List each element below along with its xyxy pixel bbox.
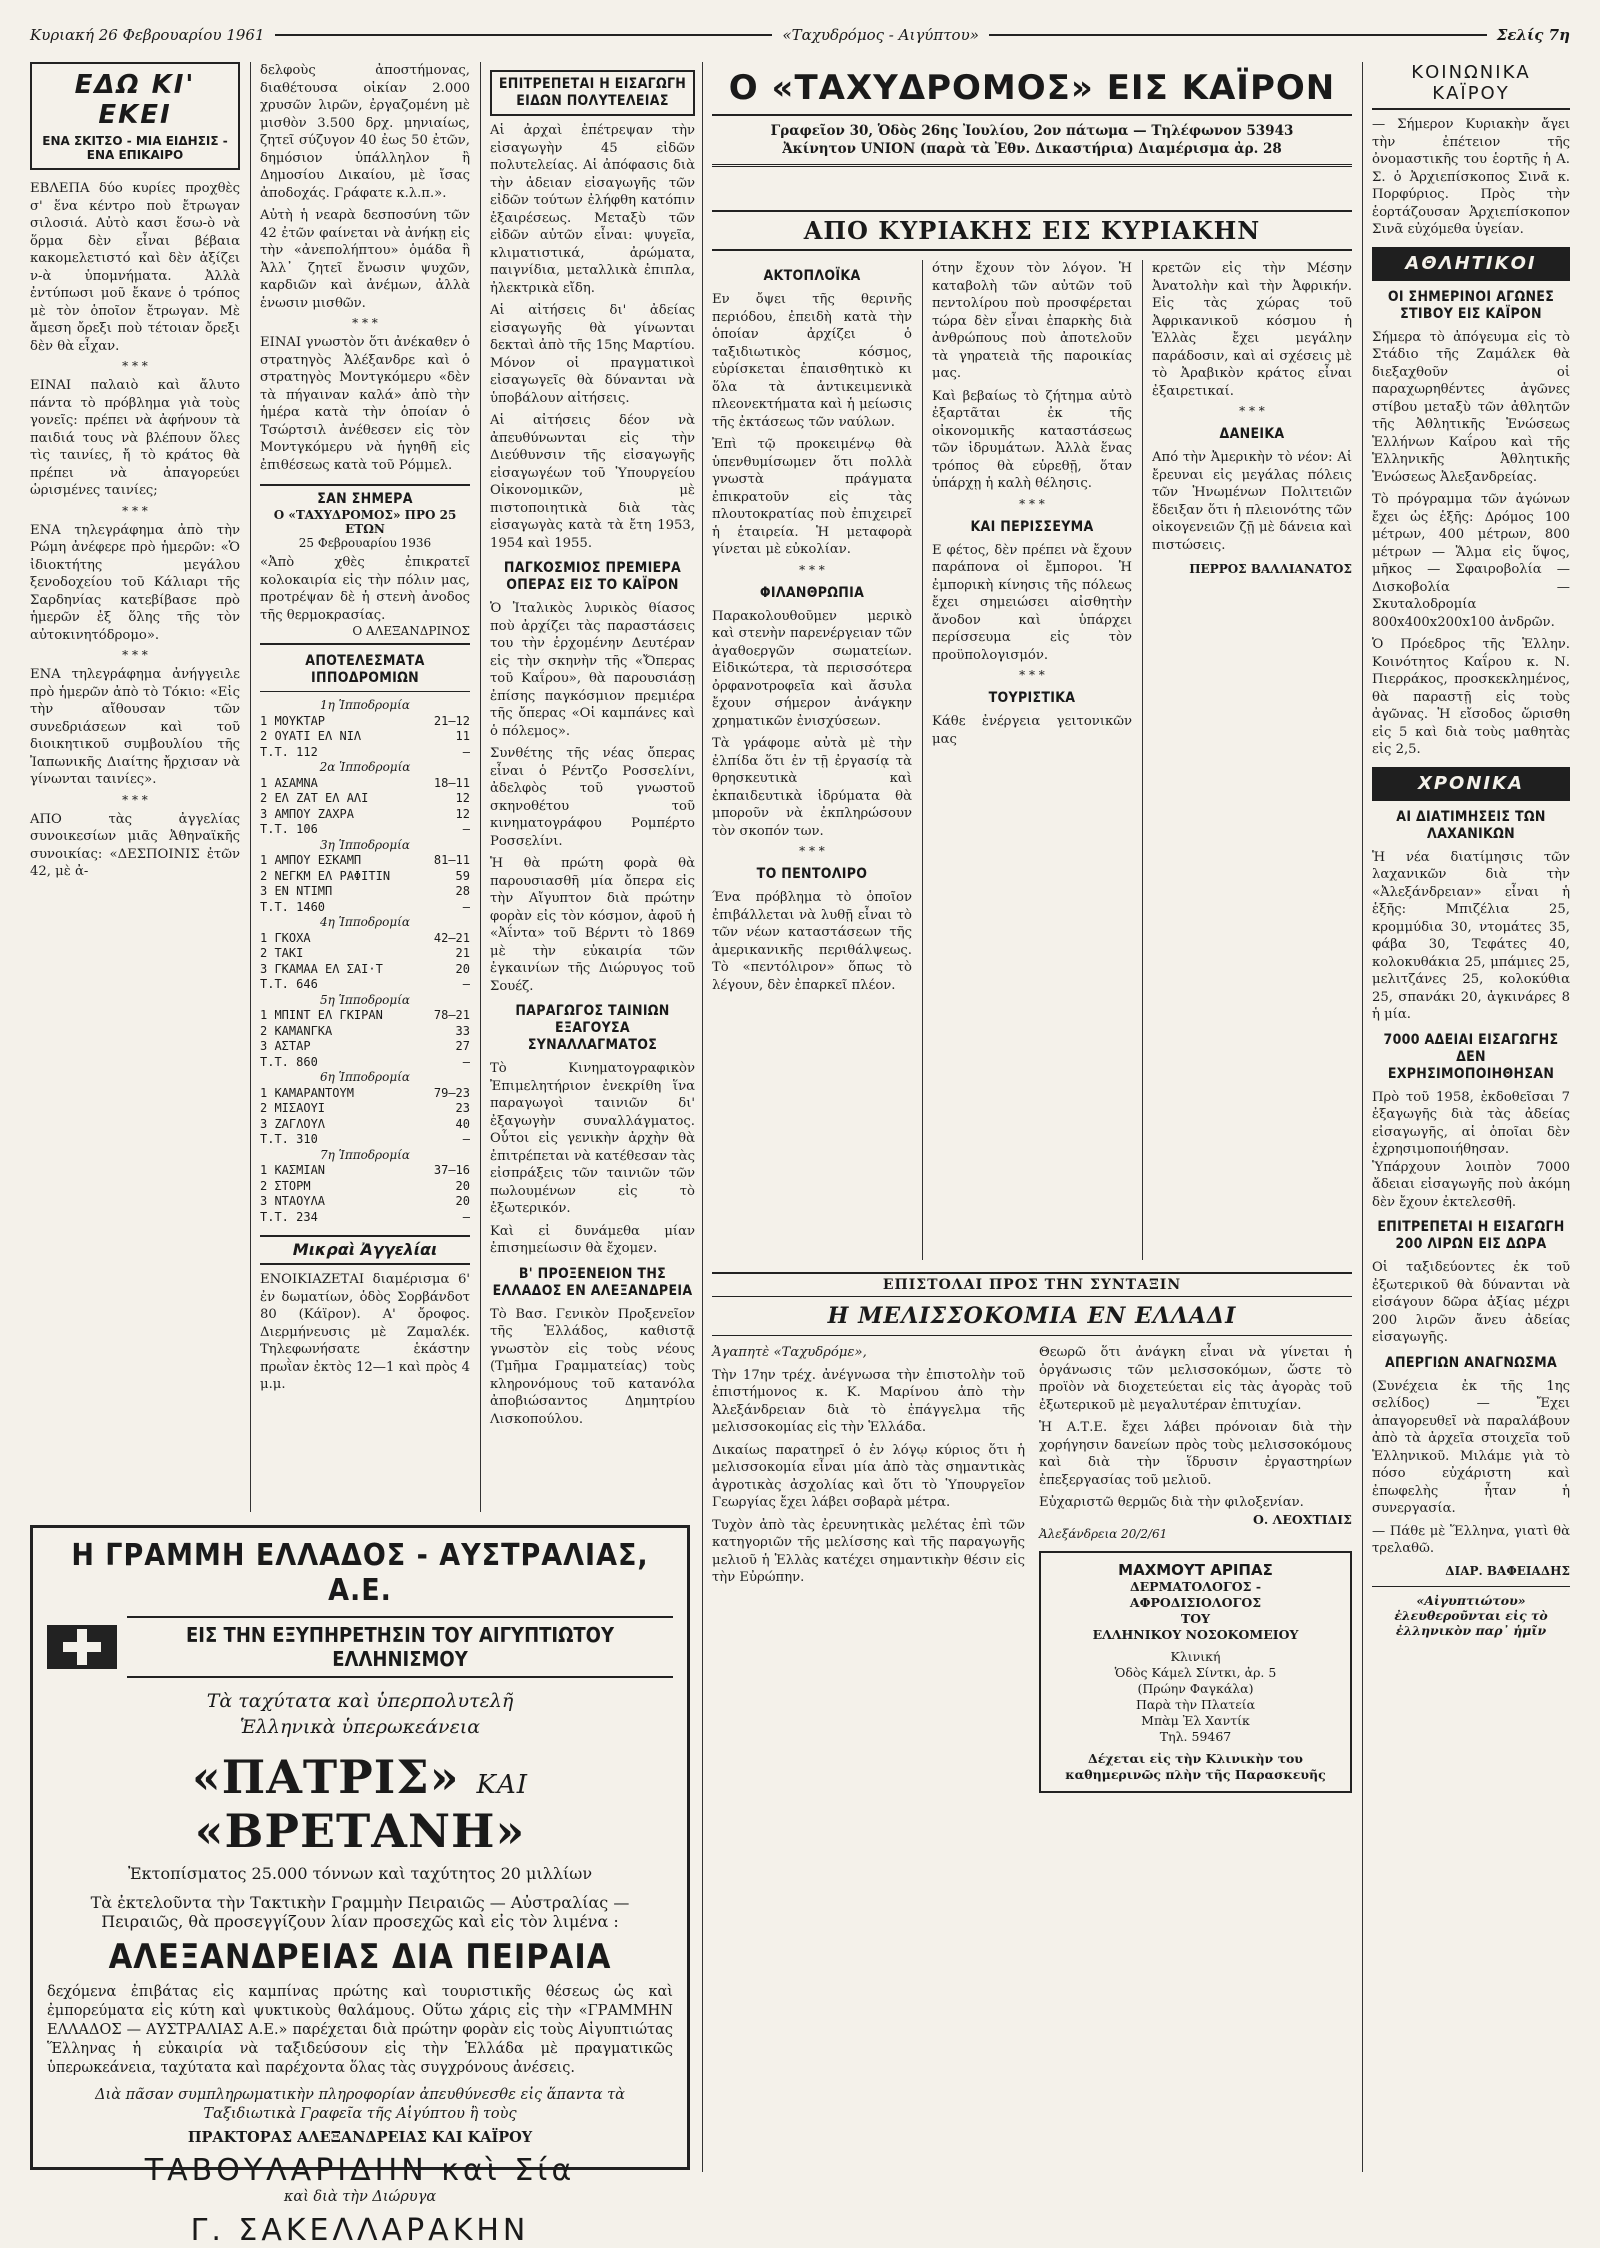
payout: — bbox=[462, 822, 470, 836]
col3-paragraph: Αἱ αἰτήσεις δέον νὰ ἀπευθύνωνται εἰς τὴν Διεύθυνσιν τῆς εἰσαγωγῆς εἰσαγωγέων τοῦ Ὑπουργείου Οἰκονομικῶν, μὲ πιστοποιητικὰ διὰ τὰς εἰσαγωγὰς κατὰ τὰ ἔτη 1953, 1954 καὶ 1955. bbox=[490, 413, 695, 551]
race-result-row bbox=[260, 884, 470, 900]
column-rule bbox=[702, 62, 703, 2172]
horse-name: 2 ΤΑΚΙ bbox=[260, 946, 304, 960]
letter-closing: Εὐχαριστῶ θερμῶς διὰ τὴν φιλοξενίαν. bbox=[1039, 1495, 1304, 1510]
horse-name: 3 ΖΑΓΛΟΥΛ bbox=[260, 1116, 326, 1131]
edo-title: ΕΔΩ ΚΙ' ΕΚΕΙ bbox=[74, 70, 196, 130]
letters-kicker: ΕΠΙΣΤΟΛΑΙ ΠΡΟΣ ΤΗΝ ΣΥΝΤΑΞΙΝ bbox=[712, 1272, 1352, 1297]
sports-banner: ΑΘΛΗΤΙΚΟΙ bbox=[1372, 247, 1570, 281]
vegetables-headline: ΑΙ ΔΙΑΤΙΜΗΣΕΙΣ ΤΩΝ ΛΑΧΑΝΙΚΩΝ bbox=[1396, 808, 1546, 842]
edo-paragraph: ΕΒΛΕΠΑ δύο κυρίες προχθὲς σ' ἕνα κέντρο ποὺ ἔτρωγαν σιλοσιά. Αὐτὸ κασι ἕσω-ὸ νὰ ὅρμα δὲν εἶναι βέβαια κακομελετιστό καὶ δὲν ἀξίζει ν-ὰ ὑπομνήματα. Ἀλλὰ ἐντύπωσι μοῦ ἔκανε ὁ τρόπος μὲ τὸν ὁποῖον ἔτρωγαν. Μὲ ἄμεση ὄρεξι ποὺ τέτοιαν ὄρεξι δὲν θὰ εἶχαν. bbox=[30, 181, 240, 354]
kyriaki-col-3 bbox=[1152, 260, 1352, 576]
ad-tagline: Ἑλληνικὰ ὑπερωκεάνεια bbox=[239, 1716, 481, 1738]
payout: 12 bbox=[455, 806, 470, 821]
kyriaki-paragraph: Ἐπὶ τῷ προκειμένῳ θὰ ὑπενθυμίσωμεν ὅτι πολλὰ γνωστὰ πράγματα ἐπικρατοῦν εἰς τὰς πλουτοκρατίας ποὺ ἐπιχειρεῖ ἡ ἑταιρεία. Ἡ μεταφορὰ γίνεται μὲ εὐκολίαν. bbox=[712, 437, 912, 557]
social-paragraph: Οἱ ταξιδεύοντες ἐκ τοῦ ἐξωτερικοῦ θὰ δύνανται νὰ εἰσάγουν δῶρα ἀξίας μέχρι 200 λιρῶν ἄνευ ἀδείας εἰσαγωγῆς. bbox=[1372, 1260, 1570, 1345]
social-paragraph: Πρὸ τοῦ 1958, ἐκδοθεῖσαι 7 ἐξαγωγῆς διὰ τὰς ἀδείας εἰσαγωγῆς, αἱ ὁποῖαι δὲν ἐχρησιμοποιήθησαν. Ὑπάρχουν λοιπὸν 7000 ἄδειαι εἰσαγωγῆς ποὺ ἀκόμη δὲν ἔχουν ἐκτελεσθῆ. bbox=[1372, 1089, 1570, 1210]
kyriaki-sign: ΠΕΡΡΟΣ ΒΑΛΛΙΑΝΑΤΟΣ bbox=[1189, 562, 1352, 576]
race-result-row bbox=[260, 714, 470, 730]
race-heading: 3η Ἱπποδρομία bbox=[320, 837, 410, 852]
payout: 20 bbox=[455, 1194, 470, 1208]
kyriaki-paragraph: Ένα πρόβλημα τὸ ὁποῖον ἐπιβάλλεται νὰ λυθῇ εἶναι τὸ τῶν νέων καταστάσεων τῆς ἀμερικανικῆς περιθάλψεως. Τὸ «πεντόλιρον» ὅπως τὸ λέγουν, δὲν ἐπαρκεῖ πλέον. bbox=[712, 890, 912, 993]
race-result-row bbox=[260, 946, 470, 962]
column-rule bbox=[250, 62, 251, 1512]
header-paper: «Ταχυδρόμος - Αιγύπτου» bbox=[782, 26, 979, 44]
horse-name: Τ.Τ. 646 bbox=[260, 977, 318, 991]
payout: — bbox=[462, 1209, 470, 1224]
race-result-row bbox=[260, 1179, 470, 1195]
doctor-address: (Πρώην Φαγκάλα) bbox=[1137, 1680, 1254, 1696]
social-paragraph: Ὁ Πρόεδρος τῆς Ἑλλην. Κοινότητος Καΐρου κ. Ν. Πιερράκος, προσκεκλημένος, θὰ παραστῇ εἰς τοὺς ἀγῶνας. Ἡ εἴσοδος ὥρισθη εἰς 5 καὶ διὰ τοὺς μαθητὰς εἰς 2,5. bbox=[1372, 637, 1570, 757]
payout: 20 bbox=[455, 961, 470, 976]
ship-name: «ΒΡΕΤΑΝΗ» bbox=[194, 1804, 526, 1858]
separator: * * * bbox=[1019, 668, 1045, 682]
race-result-row bbox=[260, 1101, 470, 1117]
race-results bbox=[260, 698, 470, 1225]
horse-name: Τ.Τ. 234 bbox=[260, 1209, 318, 1224]
anniversary-sub: Ο «ΤΑΧΥΔΡΟΜΟΣ» ΠΡΟ 25 ΕΤΩΝ bbox=[273, 508, 457, 536]
horse-name: 1 ΜΟΥΚΤΑΡ bbox=[260, 713, 326, 728]
kyriaki-paragraph: ότην ἔχουν τὸν λόγον. Ἡ καταβολὴ τῶν αὐτῶν τοῦ πεντολίρου ποὺ προσφέρεται τώρα δὲν εἶναι ἐπαρκὴς διὰ ἀνθρώπους ποὺ ἀποτελοῦν τὰ γηρατειὰ τῆς παροικίας μας. bbox=[932, 261, 1132, 381]
ad-agent: ΤΑΒΟΥΛΑΡΙΔΗΝ καὶ Σία bbox=[144, 2153, 576, 2188]
column-edo bbox=[30, 62, 240, 881]
doctor-address: Ὁδὸς Κάμελ Σίντκι, ἀρ. 5 bbox=[1114, 1664, 1277, 1680]
ad-agent: Γ. ΣΑΚΕΛΛΑΡΑΚΗΝ bbox=[190, 2213, 530, 2248]
col2-paragraph: ΕΙΝΑΙ γνωστὸν ὅτι ἀνέκαθεν ὁ στρατηγὸς Ἀλέξανδρε καὶ ὁ στρατηγὸς Μοντγκόμερυ «δὲν τὰ πήγαιναν καλά» ἀπὸ τὴν ἡμέρα κατὰ τὴν ὁποίαν ὁ Τσώρτσιλ ἀνέθεσεν εἰς τὸν Μοντγκόμερυ νὰ ἡγηθῆ εἰς ἐπιθέσεως κατὰ τοῦ Ρόμμελ. bbox=[260, 335, 470, 473]
col3-paragraph: Τὸ Κινηματογραφικὸν Ἐπιμελητήριον ἐνεκρίθη ἵνα παραγωγοὶ ταινιῶν δι' ἐξαγωγὴν συναλλάγματος. Οὗτοι εἰς γενικὴν ἀρχὴν θὰ ἐπιτρέπεται νὰ κατέθεσαν τὰς εἰσπράξεις τῶν ταινιῶν τῶν πωλουμένων εἰς τὸ ἐξωτερικόν. bbox=[490, 1061, 695, 1216]
payout: 18—11 bbox=[433, 775, 470, 790]
edo-paragraph: ΕΝΑ τηλεγράφημα ἀπὸ τὴν Ρώμη ἀνέφερε πρὸ ἡμερῶν: «Ὁ ἰδιοκτήτης μεγάλου ξενοδοχείου τοῦ Κάλιαρι τῆς Σαρδηνίας κατεβίβασε πρὸ ἡμερῶν ἐξ ὅλης τῆς τὸν αὐτοκινητόδρομο». bbox=[30, 522, 240, 643]
horse-name: 2 ΣΤΟΡΜ bbox=[260, 1178, 311, 1193]
payout: 11 bbox=[455, 729, 470, 743]
payout: — bbox=[462, 1132, 470, 1146]
race-result-row bbox=[260, 1024, 470, 1040]
race-result-row bbox=[260, 745, 470, 761]
horse-name: 1 ΑΜΠΟΥ ΕΣΚΑΜΠ bbox=[260, 853, 362, 867]
kyriaki-title: ΑΠΟ ΚΥΡΙΑΚΗΣ ΕΙΣ ΚΥΡΙΑΚΗΝ bbox=[712, 210, 1352, 251]
race-result-row bbox=[260, 931, 470, 947]
kyriaki-col-1 bbox=[712, 260, 912, 994]
race-heading: 7η Ἱπποδρομία bbox=[320, 1147, 410, 1162]
separator: * * * bbox=[122, 648, 148, 662]
race-result-row bbox=[260, 1055, 470, 1071]
doctor-note: Δέχεται εἰς τὴν Κλινικὴν του καθημερινῶς πλὴν τῆς Παρασκευῆς bbox=[1065, 1750, 1326, 1782]
doctor-name: ΜΑΧΜΟΥΤ ΑΡΙΠΑΣ bbox=[1118, 1560, 1273, 1579]
payout: 28 bbox=[455, 884, 470, 898]
race-result-row bbox=[260, 776, 470, 792]
horse-name: 1 ΑΣΑΜΝΑ bbox=[260, 775, 318, 790]
social-paragraph: Ἡ νέα διατίμησις τῶν λαχανικῶν διὰ τὴν «Ἀλεξάνδρειαν» εἶναι ἡ ἑξῆς: Μπιζέλια 25, κρομμύδια 30, ντομάτες 35, φάβα 30, Τεφάτες 40, κολοκυθάκια 25, μπάμιες 25, μελιτζάνες 25, κολοκύθια 25, σπανάκι 20, ἀγκινάρες 8 ἡ μία. bbox=[1372, 849, 1570, 1022]
column-two bbox=[260, 62, 470, 1394]
separator: * * * bbox=[799, 844, 825, 858]
race-result-row bbox=[260, 791, 470, 807]
social-paragraph: (Συνέχεια ἐκ τῆς 1ης σελίδος) — Ἔχει ἀπαγορευθεῖ νὰ παραλάβουν ἀπὸ τὰ ἀρχεῖα στοιχεῖα τοῦ Ἑλληνικοῦ. Μιλάμε γιὰ τὸ πόσο εὐχάριστη καὶ ἐπωφελὴς ἦταν ἡ συνεργασία. bbox=[1372, 1378, 1570, 1516]
doctor-address: Μπὰμ Ἐλ Χαντίκ bbox=[1141, 1712, 1250, 1728]
horse-name: 3 ΑΣΤΑΡ bbox=[260, 1039, 311, 1053]
anniversary-text: «Ἀπὸ χθὲς ἐπικρατεῖ κολοκαιρία εἰς τὴν πόλιν μας, προτρέψαν δὲ ἡ στενὴ ἀνοδος τῆς θερμοκρασίας. bbox=[260, 555, 470, 623]
doctor-tel: Τηλ. 59467 bbox=[1159, 1728, 1232, 1744]
horse-name: 2 ΜΙΣΑΟΥΙ bbox=[260, 1101, 326, 1115]
race-heading: 4η Ἱπποδρομία bbox=[320, 915, 410, 929]
chronika-banner: ΧΡΟΝΙΚΑ bbox=[1372, 767, 1570, 801]
kyriaki-paragraph: Τὰ γράφομε αὐτὰ μὲ τὴν ἐλπίδα ὅτι ἐν τῇ ἐργασίᾳ τὰ θρησκευτικὰ καὶ ἐκπαιδευτικὰ ἱδρύματα θὰ μποροῦν νὰ ἐκπληρώσουν τὸν σκοπόν των. bbox=[712, 736, 912, 839]
doctor-spec: ΕΛΛΗΝΙΚΟΥ ΝΟΣΟΚΟΜΕΙΟΥ bbox=[1092, 1626, 1299, 1642]
letters-section bbox=[712, 1272, 1352, 1793]
separator: * * * bbox=[352, 316, 378, 330]
payout: 27 bbox=[455, 1039, 470, 1053]
edo-heading bbox=[30, 62, 240, 170]
doctor-clinic: Κλινική bbox=[1170, 1648, 1221, 1664]
social-paragraph: — Σήμερον Κυριακὴν ἄγει τὴν ἐπέτειον τῆς ὀνομαστικῆς του ἑορτῆς ἡ Α. Σ. ὁ Ἀρχιεπίσκοπος Σινᾶ κ. Πορφύριος. Πρὸς τὴν ἑορτάζουσαν Ἀρχιεπίσκοπον Σινᾶ εὐχόμεθα ὑγείαν. bbox=[1372, 117, 1570, 237]
doctor-spec: ΑΦΡΟΔΙΣΙΟΛΟΓΟΣ bbox=[1129, 1594, 1262, 1610]
col3-paragraph: Συνθέτης τῆς νέας ὄπερας εἶναι ὁ Ρέντζο Ροσσελίνι, ἀδελφὸς τοῦ γνωστοῦ σκηνοθέτου τοῦ κινηματογράφου Ρομπέρτο Ροσσελίνι. bbox=[490, 746, 695, 849]
race-result-row bbox=[260, 1132, 470, 1148]
kyriaki-col-2 bbox=[932, 260, 1132, 748]
race-result-row bbox=[260, 1210, 470, 1226]
race-result-row bbox=[260, 807, 470, 823]
col2-paragraph: Αὐτὴ ἡ νεαρὰ δεσποσύνη τῶν 42 ἐτῶν φαίνεται νὰ ἀνήκῃ εἰς τὴν «ἀνεπολήπτου» ὁμάδα ἢ Ἀλλ᾿ ζητεῖ ἔνωσιν ψυχῶν, καρδιῶν καὶ ἀνέμων, ἀλλὰ ἑνωσιν μισθῶν. bbox=[260, 208, 470, 311]
letter-salutation: Ἀγαπητὲ «Ταχυδρόμε», bbox=[712, 1345, 867, 1360]
race-result-row bbox=[260, 729, 470, 745]
edo-paragraph: ΕΝΑ τηλεγράφημα ἀνήγγειλε πρὸ ἡμερῶν ἀπὸ τὸ Τόκιο: «Εἰς τὴν αἴθουσαν τῶν συνεδριάσεων καὶ τοῦ διοικητικοῦ συμβουλίου τῆς Ἰαπωνικῆς Διαίτης ἤρχισαν νὰ γίνωνται ταινίες». bbox=[30, 667, 240, 787]
race-result-row bbox=[260, 1163, 470, 1179]
horse-name: 1 ΚΑΣΜΙΑΝ bbox=[260, 1163, 326, 1177]
anniversary-title: ΣΑΝ ΣΗΜΕΡΑ bbox=[317, 491, 413, 507]
col2-paragraph: δελφοὺς ἀποστήμονας, διαθέτουσα οἰκίαν 2.000 χρυσῶν λιρῶν, ἐργαζομένη μὲ μισθὸν 3.500 δρχ. μηνιαίως, ζητεῖ σύζυγον 40 ἐως 50 ἐτῶν, δημόσιον ὑπάλληλον ἢ Δημοσίου Δικαίου, μὲ ἴσας ἀποδοχάς. Γράφατε κ.λ.π.». bbox=[260, 63, 470, 201]
horse-name: 1 ΓΚΟΧΑ bbox=[260, 930, 311, 945]
race-result-row bbox=[260, 962, 470, 978]
col3-paragraph: Ὁ Ἰταλικὸς λυρικὸς θίασος ποὺ ἀρχίζει τὰς παραστάσεις του τὴν ἐρχομένην Δευτέραν εἰς τὴν σκηνὴν τῆς «Ὄπερας τοῦ Καΐρου», θὰ παρουσιάσῃ ἐπίσης παγκόσμιον πρεμιέρα τῆς ὄπερας «Οἱ καμπάνες καὶ ὁ πόλεμος». bbox=[490, 601, 695, 739]
payout: 12 bbox=[455, 791, 470, 805]
letters-col-1 bbox=[712, 1344, 1025, 1793]
sports-headline: ΟΙ ΣΗΜΕΡΙΝΟΙ ΑΓΩΝΕΣ ΣΤΙΒΟΥ ΕΙΣ ΚΑΪΡΟΝ bbox=[1387, 288, 1555, 322]
letter-paragraph: Τυχὸν ἀπὸ τὰς ἐρευνητικὰς μελέτας ἐπὶ τῶν κατηγοριῶν τῆς μελίσσης καὶ τῆς παραγωγῆς μελιοῦ ἡ Ἑλλὰς κατέχει σημαντικὴν θέσιν εἰς τὴν Εὐρώπην. bbox=[712, 1517, 1025, 1585]
doctor-spec: ΔΕΡΜΑΤΟΛΟΓΟΣ - bbox=[1129, 1578, 1262, 1594]
anniversary-sign: Ο ΑΛΕΞΑΝΔΡΙΝΟΣ bbox=[352, 624, 470, 638]
masthead-address bbox=[712, 116, 1352, 164]
horse-name: 1 ΜΠΙΝΤ ΕΛ ΓΚΙΡΑΝ bbox=[260, 1008, 383, 1022]
horse-name: 2 ΕΛ ΖΑΤ ΕΛ ΑΛΙ bbox=[260, 791, 369, 805]
payout: 40 bbox=[455, 1116, 470, 1131]
kyriaki-paragraph: Καὶ βεβαίως τὸ ζήτημα αὐτὸ ἐξαρτᾶται ἐκ τῆς οἰκονομικῆς καταστάσεως τῶν ἱδρυμάτων. Ἀλλὰ ἕνας τρόπος θὰ εὑρεθῇ, ὅταν ὑπάρχῃ ἡ καλὴ θέλησις. bbox=[932, 388, 1132, 491]
letter-paragraph: Ἡ Α.Τ.Ε. ἔχει λάβει πρόνοιαν διὰ τὴν χορήγησιν δανείων πρὸς τοὺς μελισσοκόμους καὶ διὰ τὴν ἵδρυσιν ἐργαστηρίων ἐπεξεργασίας τοῦ μελιοῦ. bbox=[1039, 1420, 1352, 1488]
header-date: Κυριακή 26 Φεβρουαρίου 1961 bbox=[30, 26, 265, 44]
doctor-spec: ΤΟΥ bbox=[1180, 1610, 1211, 1626]
horse-name: 2 ΚΑΜΑΝΓΚΑ bbox=[260, 1023, 333, 1038]
col3-paragraph: Αἱ αἰτήσεις δι' ἀδείας εἰσαγωγῆς θὰ γίνωνται δεκταὶ ἀπὸ τῆς 15ης Μαρτίου. Μόνον οἱ πραγματικοὶ εἰσαγωγεῖς θὰ δύνανται νὰ ὑποβάλουν αἰτήσεις. bbox=[490, 303, 695, 406]
payout: 42—21 bbox=[433, 930, 470, 945]
ad-flag-row bbox=[47, 1616, 673, 1678]
opera-headline: ΠΑΓΚΟΣΜΙΟΣ ΠΡΕΜΙΕΡΑ ΟΠΕΡΑΣ ΕΙΣ ΤΟ ΚΑΪΡΟΝ bbox=[503, 560, 682, 593]
ad-route: ΑΛΕΞΑΝΔΡΕΙΑΣ ΔΙΑ ΠΕΙΡΑΙΑ bbox=[108, 1937, 612, 1977]
section-tourist: ΤΟΥΡΙΣΤΙΚΑ bbox=[988, 690, 1076, 706]
greek-flag-icon bbox=[47, 1625, 117, 1669]
race-heading: 5η Ἱπποδρομία bbox=[320, 992, 410, 1007]
section-filanthropia: ΦΙΛΑΝΘΡΩΠΙΑ bbox=[759, 584, 865, 601]
race-result-row bbox=[260, 853, 470, 869]
ship-and: ΚΑΙ bbox=[476, 1770, 528, 1800]
payout: 78—21 bbox=[433, 1008, 470, 1022]
letter-paragraph: Θεωρῶ ὅτι ἀνάγκη εἶναι νὰ γίνεται ἡ ὀργάνωσις τῶν μελισσοκόμων, ὥστε τὸ προϊὸν νὰ διοχετεύεται εἰς τὰς ἀγορὰς τοῦ ἐξωτερικοῦ μὲ μεγαλυτέραν ἐπιτυχίαν. bbox=[1039, 1345, 1352, 1413]
payout: 23 bbox=[455, 1101, 470, 1115]
col3-paragraph: Τὸ Βασ. Γενικὸν Προξενεῖον τῆς Ἑλλάδος, καθιστᾷ γνωστὸν εἰς τοὺς νέους (Τμῆμα Γραμματείας) τοὺς κληρονόμους τοῦ κατανόλα ἀποβιώσαντος Δημητρίου Λισκοπούλου. bbox=[490, 1306, 695, 1427]
race-result-row bbox=[260, 1194, 470, 1210]
letter-paragraph: Τὴν 17ην τρέχ. ἀνέγνωσα τὴν ἐπιστολὴν τοῦ ἐπιστήμονος κ. Κ. Μαρίνου ἀπὸ τὴν Ἀλεξάνδρειαν διὰ τὸ ἐπάγγελμα τῆς μελισσοκομίας εἰς τὴν Ἑλλάδα. bbox=[712, 1367, 1025, 1435]
section-akto: ΑΚΤΟΠΛΟΪΚΑ bbox=[763, 268, 861, 284]
payout: — bbox=[462, 1054, 470, 1069]
letter-sign-addr: Ἀλεξάνδρεια 20/2/61 bbox=[1039, 1526, 1168, 1541]
kyriaki-paragraph: Ε φέτος, δὲν πρέπει νὰ ἔχουν παράπονα οἱ ἔμποροι. Ἡ ἐμπορικὴ κίνησις τῆς πόλεως ἔχει σημειώσει αἰσθητὴν ἄνοδον καὶ ὑπάρχει περίσσευμα εἰς τὸν προϋπολογισμόν. bbox=[932, 542, 1132, 663]
column-rule bbox=[922, 260, 923, 1260]
social-paragraph: Σήμερα τὸ ἀπόγευμα εἰς τὸ Στάδιο τῆς Ζαμάλεκ θὰ διεξαχθοῦν οἱ παραχωρηθέντες ἀγῶνες στίβου μεταξὺ τῶν ἀθλητῶν τῆς Ἀθλητικῆς Ἑνώσεως Ἑλλήνων Καΐρου καὶ τῆς Ἑλληνικῆς Ἀθλητικῆς Ἑνώσεως Ἀλεξανδρείας. bbox=[1372, 329, 1570, 485]
payout: 21—12 bbox=[433, 713, 470, 728]
shipping-ad bbox=[30, 1525, 690, 2248]
payout: — bbox=[462, 744, 470, 759]
ad-title: Η ΓΡΑΜΜΗ ΕΛΛΑΔΟΣ - ΑΥΣΤΡΑΛΙΑΣ, Α.Ε. bbox=[71, 1538, 649, 1608]
letter-sign: Ο. ΛΕΟΧΤΙΔΙΣ bbox=[1253, 1511, 1352, 1527]
ad-info: Διὰ πᾶσαν συμπληρωματικὴν πληροφορίαν ἀπευθύνεσθε εἰς ἅπαντα τὰ Ταξιδιωτικὰ Γραφεῖα τῆς Αἰγύπτου ἢ τοὺς bbox=[95, 2087, 625, 2122]
col3-paragraph: Ἡ θὰ πρώτη φορὰ θὰ παρουσιασθῆ μία ὄπερα εἰς τὴν Αἴγυπτον διὰ πρώτην φορὰν εἰς τὸν κόσμον, ἀφοῦ ἡ «Ἀΐντα» τοῦ Βέρντι τὸ 1869 μὲ τὴν εὐκαιρία τῶν ἐγκαινίων τῆς Διώρυγος τοῦ Σουέζ. bbox=[490, 856, 695, 994]
section-pentoliro: ΤΟ ΠΕΝΤΟΛΙΡΟ bbox=[756, 866, 868, 882]
separator: * * * bbox=[122, 359, 148, 373]
letters-title: Η ΜΕΛΙΣΣΟΚΟΜΙΑ ΕΝ ΕΛΛΑΔΙ bbox=[712, 1297, 1352, 1336]
race-result-row bbox=[260, 869, 470, 885]
consulate-headline: Β' ΠΡΟΞΕΝΕΙΟΝ ΤΗΣ ΕΛΛΑΔΟΣ ΕΝ ΑΛΕΞΑΝΔΡΕΙΑ bbox=[492, 1265, 693, 1299]
ad-agent-mid: καὶ διὰ τὴν Διώρυγα bbox=[283, 2189, 437, 2205]
address-line: Ἀκίνητον UNION (παρὰ τὰ Ἐθν. Δικαστήρια) Διαμέρισμα ἀρ. 28 bbox=[782, 141, 1282, 157]
payout: 59 bbox=[455, 868, 470, 883]
classifieds-text: ΕΝΟΙΚΙΑΖΕΤΑΙ διαμέρισμα 6' ἐν δωματίων, ὁδὸς Σορβάνδοτ 80 (Κάϊρον). Α' ὄροφος. Διερμήνευσις μὲ Ζαμαλέκ. Τηλεφωνήσατε ἑκάστην πρωῒαν ἐκτὸς 12—1 καὶ πρὸς 4 μ.μ. bbox=[260, 1272, 470, 1392]
column-rule bbox=[1362, 62, 1363, 2172]
kyriaki-paragraph: Από τὴν Ἀμερικὴν τὸ νέον: Αἱ ἔρευναι εἰς μεγάλας πόλεις τῶν Ἡνωμένων Πολιτειῶν ἔδειξαν ὅτι ἡ πλειονότης τῶν οἰκογενειῶν ζῇ μὲ δάνεια καὶ πιστώσεις. bbox=[1152, 450, 1352, 553]
horse-name: 3 ΑΜΠΟΥ ΖΑΧΡΑ bbox=[260, 806, 354, 821]
horse-name: Τ.Τ. 112 bbox=[260, 744, 318, 759]
section-daneika: ΔΑΝΕΙΚΑ bbox=[1219, 426, 1285, 442]
ad-line: Πειραιῶς, θὰ προσεγγίζουν λίαν προσεχῶς καὶ εἰς τὸν λιμένα : bbox=[101, 1912, 619, 1931]
header-rule bbox=[989, 34, 1487, 36]
separator: * * * bbox=[122, 792, 148, 807]
horse-name: 2 ΝΕΓΚΜ ΕΛ ΡΑΦΙΤΙΝ bbox=[260, 868, 391, 883]
edo-paragraph: ΑΠΟ τὰς ἀγγελίας συνοικεσίων μιᾶς Ἀθηναϊκῆς συνοικίας: «ΔΕΣΠΟΙΝΙΣ ἐτῶν 42, μὲ ἀ- bbox=[30, 811, 240, 879]
strikes-headline: ΑΠΕΡΓΙΩΝ ΑΝΑΓΝΩΣΜΑ bbox=[1384, 1354, 1558, 1371]
horse-name: Τ.Τ. 106 bbox=[260, 822, 318, 836]
horse-name: 3 ΝΤΑΟΥΛΑ bbox=[260, 1194, 326, 1208]
kyriaki-paragraph: κρετῶν εἰς τὴν Μέσην Ἀνατολὴν καὶ τὴν Ἀφρικήν. Εἰς τὰς χώρας τοῦ Ἀφρικανικοῦ κόσμου ἡ Ἑλλὰς ἔχει μεγάλην παράδοσιν, καὶ αἱ σχέσεις μὲ τὸ Ἀραβικὸν κράτος εἶναι ἐξαιρετικαί. bbox=[1152, 261, 1352, 399]
col3-paragraph: Καὶ εἰ δυνάμεθα μίαν ἐπισημείωσιν θὰ ἔχομεν. bbox=[490, 1223, 695, 1256]
race-result-row bbox=[260, 1008, 470, 1024]
import-licences-headline: 7000 ΑΔΕΙΑΙ ΕΙΣΑΓΩΓΗΣ ΔΕΝ ΕΧΡΗΣΙΜΟΠΟΙΗΘΗΣΑΝ bbox=[1383, 1031, 1559, 1082]
social-title: ΚΟΙΝΩΝΙΚΑ ΚΑΪΡΟΥ bbox=[1372, 62, 1570, 110]
horse-name: Τ.Τ. 1460 bbox=[260, 899, 326, 914]
race-result-row bbox=[260, 1039, 470, 1055]
kyriaki-paragraph: Κάθε ἐνέργεια γειτονικῶν μας bbox=[932, 714, 1132, 747]
social-sign: ΔΙΑΡ. ΒΑΦΕΙΑΔΗΣ bbox=[1445, 1563, 1570, 1578]
letters-col-2 bbox=[1039, 1344, 1352, 1793]
ad-ships bbox=[47, 1750, 673, 1858]
masthead-title: Ο «ΤΑΧΥΔΡΟΜΟΣ» ΕΙΣ ΚΑΪΡΟΝ bbox=[712, 62, 1352, 116]
classifieds-title: Μικραὶ Ἀγγελίαι bbox=[260, 1235, 470, 1265]
doctor-address: Παρὰ τὴν Πλατεία bbox=[1135, 1696, 1256, 1712]
kyriaki-paragraph: Παρακολουθοῦμεν μερικὸ καὶ στενὴν παρενέργειαν τῶν ἀγαθοεργῶν σωματείων. Εἰδικώτερα, τὰ περισσότερα ὀρφανοτροφεῖα καὶ ἄσυλα ἔχουν σήμερον ἀνάγκην χρηματικῶν ἐνισχύσεων. bbox=[712, 608, 912, 729]
payout: 20 bbox=[455, 1178, 470, 1193]
payout: — bbox=[462, 977, 470, 991]
race-heading: 1η Ἱπποδρομία bbox=[320, 698, 410, 712]
col3-paragraph: Αἱ ἀρχαὶ ἐπέτρεψαν τὴν εἰσαγωγὴν 45 εἰδῶν πολυτελείας. Αἱ ἀπόφασις διὰ τὴν ἀδειαν εἰσαγωγῆς τῶν εἰδῶν τούτων ἐλήφθη κατόπιν ἐξαιρέσεως. Μεταξὺ τῶν εἰδῶν αὐτῶν εἶναι: ψυγεῖα, κλιματιστικά, ἀρώματα, παιγνίδια, μεταλλικὰ ἐπιπλα, ἠλεκτρικὰ εἴδη. bbox=[490, 123, 695, 296]
header-rule bbox=[275, 34, 773, 36]
separator: * * * bbox=[1019, 496, 1045, 511]
address-line: Γραφεῖον 30, Ὁδὸς 26ης Ἰουλίου, 2ον πάτωμα — Τηλέφωνον 53943 bbox=[770, 123, 1294, 139]
race-result-row bbox=[260, 1086, 470, 1102]
anniversary-date: 25 Φεβρουαρίου 1936 bbox=[298, 536, 432, 550]
imports-headline: ΕΠΙΤΡΕΠΕΤΑΙ Η ΕΙΣΑΓΩΓΗ ΕΙΔΩΝ ΠΟΛΥΤΕΛΕΙΑΣ bbox=[490, 70, 695, 116]
social-paragraph: Τὸ πρόγραμμα τῶν ἀγώνων ἔχει ὡς ἑξῆς: Δρόμος 100 μέτρων, 400 μέτρων, 800 μέτρων — Ἅλμα εἰς ὕψος, μῆκος — Σφαιροβολία — Δισκοβολία — Σκυταλοδρομία 800x400x200x100 ἀνδρῶν. bbox=[1372, 492, 1570, 630]
payout: 81—11 bbox=[433, 853, 470, 867]
separator: * * * bbox=[1239, 404, 1265, 418]
column-three bbox=[490, 62, 695, 1428]
horse-name: 1 ΚΑΜΑΡΑΝΤΟΥΜ bbox=[260, 1085, 354, 1100]
payout: 79—23 bbox=[433, 1085, 470, 1100]
separator: * * * bbox=[122, 503, 148, 518]
kyriaki-paragraph: Εν ὄψει τῆς θερινῆς περιόδου, ἐπειδὴ κατὰ τὴν ὁποίαν ἀρχίζει ὁ ταξιδιωτικὸς κόσμος, εὐρίσκεται ἐπαισθητικὸ κι ὅλα τὰ ἀντικειμενικὰ πλεονεκτήματα καὶ ἡ μείωσις τῆς ἐκτάσεως τῶν ναύλων. bbox=[712, 292, 912, 430]
payout: 21 bbox=[455, 946, 470, 960]
doctor-ad bbox=[1039, 1551, 1352, 1793]
masthead bbox=[712, 62, 1352, 167]
race-result-row bbox=[260, 900, 470, 916]
column-rule bbox=[1142, 260, 1143, 1260]
horse-name: 3 ΓΚΑΜΑΑ ΕΛ ΣΑΙ·Τ bbox=[260, 961, 383, 976]
ad-body: δεχόμενα ἐπιβάτας εἰς καμπίνας πρώτης καὶ τουριστικῆς θέσεως ὡς καὶ ἐμπορεύματα εἰς κύτη καὶ ψυκτικοὺς θαλάμους. Οὕτω χάρις εἰς τὴν «ΓΡΑΜΜΗΝ ΕΛΛΑΔΟΣ — ΑΥΣΤΡΑΛΙΑΣ Α.Ε.» παρέχεται διὰ πρώτην φορὰν εἰς τοὺς Αἰγυπτιώτας Ἕλληνας ἡ εὐκαιρία νὰ ταξιδεύσουν εἰς τὴν Ἑλλάδα μὲ πραγματικῶς ὑπερωκεάνεια, ταχύτατα καὶ παρέχοντα ὅλας τὰς συγχρόνους ἀνέσεις. bbox=[47, 1984, 673, 2076]
edo-paragraph: ΕΙΝΑΙ παλαιὸ καὶ ἄλυτο πάντα τὸ πρόβλημα γιὰ τοὺς γονεῖς: πρέπει νὰ ἀφήνουν τὰ παιδιά τους νὰ βλέπουν ὅλες τὶς ταινίες, ἤ τὸ κράτος θὰ πρέπει νὰ ἀπαγορεύει ὡρισμένες ταινίες; bbox=[30, 378, 240, 498]
payout: — bbox=[462, 899, 470, 914]
edo-subtitle: ΕΝΑ ΣΚΙΤΣΟ - ΜΙΑ ΕΙΔΗΣΙΣ - ΕΝΑ ΕΠΙΚΑΙΡΟ bbox=[42, 134, 228, 162]
race-result-row bbox=[260, 1117, 470, 1133]
newspaper-page bbox=[30, 20, 1570, 2248]
horse-name: Τ.Τ. 860 bbox=[260, 1054, 318, 1069]
payout: 33 bbox=[455, 1023, 470, 1038]
payout: 37—16 bbox=[433, 1163, 470, 1177]
ship-name: «ΠΑΤΡΙΣ» bbox=[192, 1750, 460, 1804]
race-result-row bbox=[260, 822, 470, 838]
ad-line: Τὰ ἐκτελοῦντα τὴν Τακτικὴν Γραμμὴν Πειραιῶς — Αὐστραλίας — bbox=[90, 1893, 630, 1912]
section-perisseuma: ΚΑΙ ΠΕΡΙΣΣΕΥΜΑ bbox=[970, 518, 1094, 535]
ad-tonnage: Ἐκτοπίσματος 25.000 τόννων καὶ ταχύτητος 20 μιλλίων bbox=[127, 1864, 593, 1883]
horse-name: 2 ΟΥΑΤΙ ΕΛ ΝΙΛ bbox=[260, 729, 362, 743]
column-social bbox=[1372, 62, 1570, 1638]
ad-subtitle: ΕΙΣ ΤΗΝ ΕΞΥΠΗΡΕΤΗΣΙΝ ΤΟΥ ΑΙΓΥΠΤΙΩΤΟΥ ΕΛΛΗΝΙΣΜΟΥ bbox=[127, 1616, 673, 1678]
films-headline: ΠΑΡΑΓΩΓΟΣ ΤΑΙΝΙΩΝ ΕΞΑΓΟΥΣΑ ΣΥΝΑΛΛΑΓΜΑΤΟΣ bbox=[515, 1003, 670, 1053]
results-title: ΑΠΟΤΕΛΕΣΜΑΤΑ ΙΠΠΟΔΡΟΜΙΩΝ bbox=[260, 653, 470, 692]
letter-paragraph: Δικαίως παρατηρεῖ ὁ ἐν λόγῳ κύριος ὅτι ἡ μελισσοκομία εἶναι μία ἀπὸ τὰς σημαντικὰς ἀγροτικὰς ἀσχολίας καὶ ὅτι τὸ Ὑπουργεῖον Γεωργίας ἔχει λάβει σοβαρὰ μέτρα. bbox=[712, 1442, 1025, 1510]
social-footer: «Αἰγυπτιώτου» ἐλευθεροῦνται εἰς τὸ ἐλληνικὸν παρ᾿ ἡμῖν bbox=[1372, 1586, 1570, 1638]
social-paragraph: — Πάθε μὲ Ἕλληνα, γιατὶ θὰ τρελαθῶ. bbox=[1372, 1523, 1570, 1556]
ad-tagline: Τὰ ταχύτατα καὶ ὑπερπολυτελῆ bbox=[206, 1690, 514, 1712]
race-result-row bbox=[260, 977, 470, 993]
race-heading: 6η Ἱπποδρομία bbox=[320, 1070, 410, 1084]
anniversary-box bbox=[260, 484, 470, 645]
race-heading: 2α Ἱπποδρομία bbox=[319, 760, 411, 774]
header-page: Σελίς 7η bbox=[1496, 26, 1570, 44]
gifts-headline: ΕΠΙΤΡΕΠΕΤΑΙ Η ΕΙΣΑΓΩΓΗ 200 ΛΙΡΩΝ ΕΙΣ ΔΩΡΑ bbox=[1377, 1219, 1565, 1252]
running-header bbox=[30, 20, 1570, 50]
horse-name: Τ.Τ. 310 bbox=[260, 1132, 318, 1146]
horse-name: 3 ΕΝ ΝΤΙΜΠ bbox=[260, 884, 333, 898]
column-rule bbox=[480, 62, 481, 1512]
ad-agents-label: ΠΡΑΚΤΟΡΑΣ ΑΛΕΞΑΝΔΡΕΙΑΣ ΚΑΙ ΚΑΪΡΟΥ bbox=[187, 2129, 533, 2146]
separator: * * * bbox=[799, 562, 825, 577]
